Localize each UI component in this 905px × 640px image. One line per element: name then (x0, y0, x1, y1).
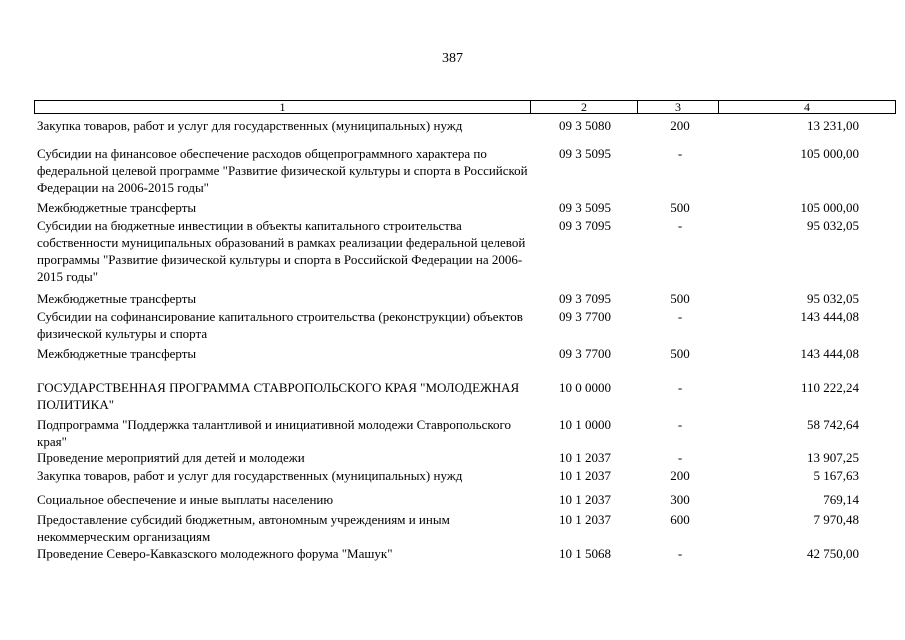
row-code: 09 3 7700 (559, 309, 611, 324)
row-code: 09 3 7700 (559, 346, 611, 361)
row-amount: 7 970,48 (813, 512, 859, 527)
row-amount: 13 907,25 (807, 450, 859, 465)
row-name: Подпрограмма "Поддержка талантливой и инициативной молодежи Ставропольского края" (37, 417, 511, 449)
row-code: 09 3 7095 (559, 291, 611, 306)
row-code: 10 1 2037 (559, 450, 611, 465)
row-name: Субсидии на финансовое обеспечение расходов общепрограммного характера по федеральной целевой программе "Развитие физической культуры и спорта в Российской Федерации на 2006-2015 годы" (37, 146, 528, 195)
row-code: 10 1 2037 (559, 492, 611, 507)
row-expense-type: 300 (670, 492, 690, 507)
row-name: Предоставление субсидий бюджетным, автономным учреждениям и иным некоммерческим организациям (37, 512, 450, 544)
row-expense-type: 600 (670, 512, 690, 527)
header-col-2: 2 (531, 100, 638, 114)
row-expense-type: - (677, 218, 683, 233)
row-amount: 42 750,00 (807, 546, 859, 561)
row-name: Проведение Северо-Кавказского молодежного форума "Машук" (37, 546, 393, 561)
row-code: 10 1 2037 (559, 512, 611, 527)
row-amount: 58 742,64 (807, 417, 859, 432)
header-col-3: 3 (638, 100, 719, 114)
row-expense-type: 200 (670, 118, 690, 133)
row-expense-type: 500 (670, 291, 690, 306)
row-expense-type: - (677, 309, 683, 324)
row-expense-type: 200 (670, 468, 690, 483)
row-expense-type: - (677, 146, 683, 161)
row-name: Закупка товаров, работ и услуг для государственных (муниципальных) нужд (37, 468, 463, 483)
row-amount: 105 000,00 (800, 200, 859, 215)
row-expense-type: - (677, 380, 683, 395)
row-code: 09 3 5095 (559, 146, 611, 161)
row-amount: 769,14 (823, 492, 859, 507)
header-col-1: 1 (34, 100, 531, 114)
row-amount: 95 032,05 (807, 291, 859, 306)
row-name: Субсидии на софинансирование капитального строительства (реконструкции) объектов физической культуры и спорта (37, 309, 523, 341)
row-name: Социальное обеспечение и иные выплаты населению (37, 492, 334, 507)
row-amount: 95 032,05 (807, 218, 859, 233)
row-amount: 143 444,08 (800, 309, 859, 324)
row-name: Проведение мероприятий для детей и молодежи (37, 450, 305, 465)
row-name: Закупка товаров, работ и услуг для государственных (муниципальных) нужд (37, 118, 463, 133)
row-amount: 143 444,08 (800, 346, 859, 361)
row-code: 09 3 5095 (559, 200, 611, 215)
row-name: Субсидии на бюджетные инвестиции в объекты капитального строительства собственности муниципальных образований в рамках реализации федеральной целевой программы "Развитие физической культуры и спорта в Российской Федерации на 2006-2015 годы" (37, 218, 526, 284)
header-col-4: 4 (719, 100, 896, 114)
row-expense-type: - (677, 450, 683, 465)
row-name: Межбюджетные трансферты (37, 346, 197, 361)
row-code: 10 0 0000 (559, 380, 611, 395)
table-header (34, 100, 896, 113)
row-name: Межбюджетные трансферты (37, 200, 197, 215)
row-amount: 105 000,00 (800, 146, 859, 161)
row-amount: 13 231,00 (807, 118, 859, 133)
row-expense-type: 500 (670, 200, 690, 215)
row-code: 09 3 5080 (559, 118, 611, 133)
row-amount: 110 222,24 (800, 380, 859, 395)
row-code: 09 3 7095 (559, 218, 611, 233)
row-name: Межбюджетные трансферты (37, 291, 197, 306)
row-expense-type: 500 (670, 346, 690, 361)
row-code: 10 1 2037 (559, 468, 611, 483)
row-expense-type: - (677, 546, 683, 561)
row-expense-type: - (677, 417, 683, 432)
row-code: 10 1 5068 (559, 546, 611, 561)
row-amount: 5 167,63 (813, 468, 859, 483)
row-name: ГОСУДАРСТВЕННАЯ ПРОГРАММА СТАВРОПОЛЬСКОГО КРАЯ "МОЛОДЕЖНАЯ ПОЛИТИКА" (37, 380, 520, 412)
page-number: 387 (442, 51, 463, 66)
row-code: 10 1 0000 (559, 417, 611, 432)
